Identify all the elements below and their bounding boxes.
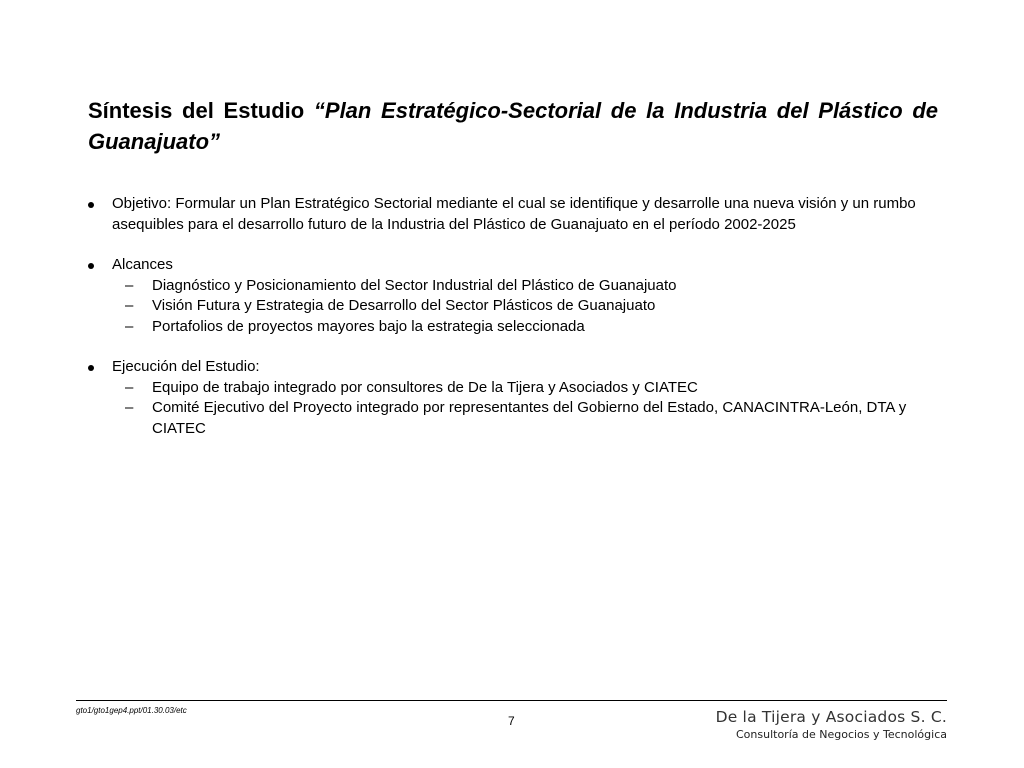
title-emphasis: “Plan Estratégico-Sectorial de la Industria del Plástico de Guanajuato”	[88, 98, 938, 154]
sub-item	[88, 296, 948, 317]
bullet-objetivo	[88, 194, 948, 235]
bullet-dot-icon	[88, 263, 94, 269]
sub-item-text: Diagnóstico y Posicionamiento del Sector Industrial del Plástico de Guanajuato	[152, 276, 677, 294]
company-logo	[716, 708, 947, 741]
sub-item	[88, 398, 948, 439]
sub-item-text: Portafolios de proyectos mayores bajo la estrategia seleccionada	[152, 317, 585, 335]
dash-icon: –	[125, 317, 134, 335]
sub-item-text: Equipo de trabajo integrado por consultores de De la Tijera y Asociados y CIATEC	[152, 378, 698, 396]
sub-item	[88, 317, 948, 338]
dash-icon: –	[125, 399, 134, 416]
sub-item	[88, 378, 948, 399]
dash-icon: –	[125, 378, 134, 396]
bullet-dot-icon	[88, 365, 94, 371]
footer-file-path: gto1/gto1gep4.ppt/01.30.03/etc	[76, 706, 187, 715]
title-prefix: Síntesis del Estudio	[88, 98, 314, 123]
dash-icon: –	[125, 276, 134, 294]
footer-divider	[76, 700, 947, 701]
slide-title	[88, 95, 938, 157]
page-number: 7	[508, 714, 515, 728]
bullet-text: Alcances	[112, 256, 173, 273]
company-name: De la Tijera y Asociados S. C.	[715, 708, 947, 726]
sub-item-text: Comité Ejecutivo del Proyecto integrado por representantes del Gobierno del Estado, CANACINTRA-León, DTA y CIATEC	[152, 399, 907, 437]
bullet-ejecucion	[88, 357, 948, 378]
sub-item-text: Visión Futura y Estrategia de Desarrollo del Sector Plásticos de Guanajuato	[152, 297, 656, 314]
bullet-dot-icon	[88, 202, 94, 208]
bullet-text: Objetivo: Formular un Plan Estratégico Sectorial mediante el cual se identifique y desarrolle una nueva visión y un rumbo asequibles para el desarrollo futuro de la Industria del Plástico de Guanajuato en el período 2002-2025	[112, 195, 916, 233]
slide-content	[88, 194, 948, 439]
bullet-text: Ejecución del Estudio:	[112, 358, 260, 375]
bullet-alcances	[88, 255, 948, 276]
sub-item	[88, 276, 948, 297]
dash-icon: –	[125, 297, 134, 314]
company-tagline: Consultoría de Negocios y Tecnológica	[735, 728, 947, 741]
